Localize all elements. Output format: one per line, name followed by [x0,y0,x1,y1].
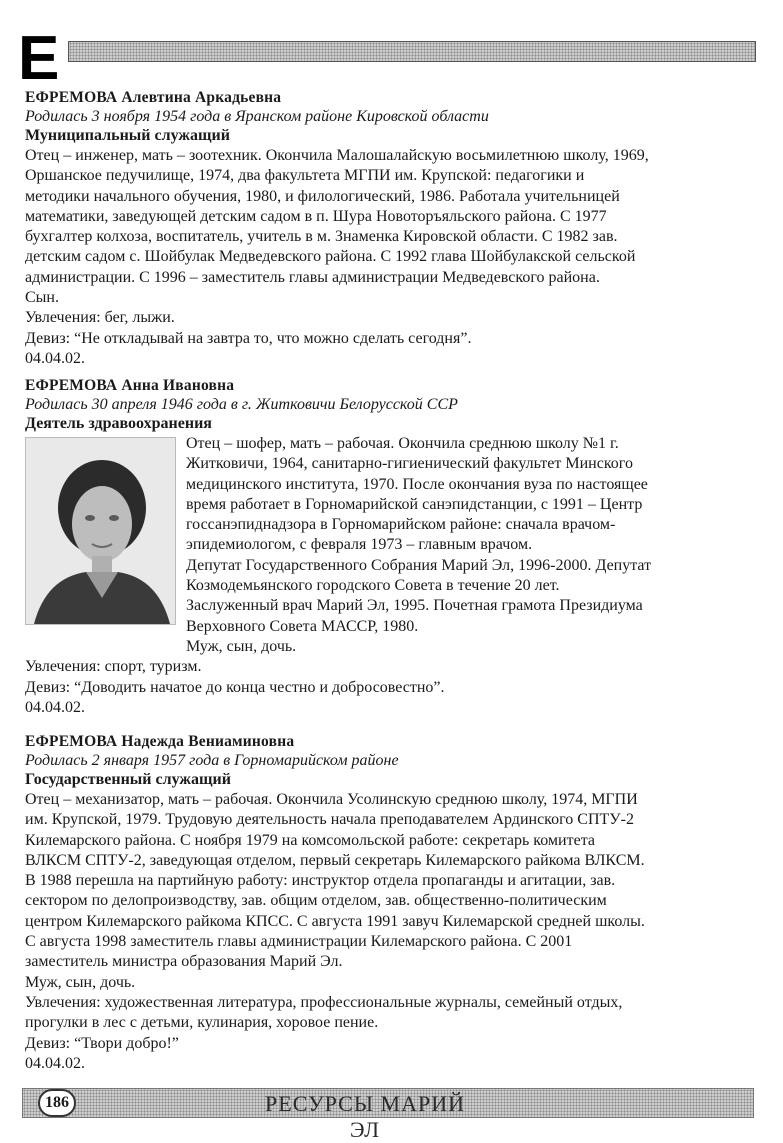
entry-profession: Муниципальный служащий [25,127,230,144]
bio-line: детским садом с. Шойбулак Медведевского района. С 1992 глава Шойбулакской сельской [25,248,636,266]
bio-line: ВЛКСМ СПТУ-2, заведующая отделом, первый секретарь Килемарского райкома ВЛКСМ. [25,851,645,869]
footer-title: РЕСУРСЫ МАРИЙ ЭЛ [265,1091,465,1142]
bio-line: Девиз: “Не откладывай на завтра то, что можно сделать сегодня”. [25,329,472,347]
entry-efremova-anna [25,376,745,718]
bio-line: Депутат Государственного Собрания Марий Эл, 1996-2000. Депутат [186,556,652,574]
entry-efremova-nadezhda [25,732,745,1074]
entry-birth: Родилась 30 апреля 1946 года в г. Житковичи Белорусской ССР [25,396,458,413]
bio-line: Отец – инженер, мать – зоотехник. Окончила Малошалайскую восьмилетнюю школу, 1969, [25,147,649,164]
entry-profession: Государственный служащий [25,771,231,788]
bio-line: 04.04.02. [25,698,85,716]
bio-line: Девиз: “Доводить начатое до конца честно и добросовестно”. [25,678,445,696]
bio-line: Верховного Совета МАССР, 1980. [186,617,419,635]
entry-efremova-alevtina [25,88,745,369]
bio-line: сектором по делопроизводству, зав. общим отделом, зав. общественно-политическим [25,892,607,910]
entry-biography [25,146,745,369]
entry-biography [25,790,745,1074]
bio-line: госсанэпиднадзора в Горномарийском районе: сначала врачом- [186,516,616,534]
entry-birth: Родилась 2 января 1957 года в Горномарийском районе [25,752,399,769]
bio-line: Увлечения: художественная литература, профессиональные журналы, семейный отдых, [25,993,623,1011]
bio-line: бухгалтер колхоза, воспитатель, учитель в м. Знаменка Кировской области. С 1982 зав. [25,228,618,246]
bio-line: администрации. С 1996 – заместитель главы администрации Медведевского района. [25,268,600,286]
bio-line: эпидемиологом, с февраля 1973 – главным врачом. [186,536,533,554]
entry-biography [186,434,651,657]
section-letter: Е [18,24,60,93]
bio-line: Муж, сын, дочь. [25,973,136,991]
bio-line: 04.04.02. [25,1054,85,1072]
entry-birth: Родилась 3 ноября 1954 года в Яранском районе Кировской области [25,108,489,125]
bio-line: Оршанское педучилище, 1974, два факультета МГПИ им. Крупской: педагогики и [25,167,585,185]
bio-line: им. Крупской, 1979. Трудовую деятельность начала преподавателем Ардинского СПТУ-2 [25,811,634,829]
bio-line: методики начального обучения, 1980, и филологический, 1986. Работала учительницей [25,187,620,205]
bio-line: заместитель министра образования Марий Эл. [25,953,343,971]
portrait-image [26,438,175,624]
bio-line: математики, заведующей детским садом в п. Шура Новоторъяльского района. С 1977 [25,207,607,225]
bio-line: медицинского института, 1970. После окончания вуза по настоящее [186,475,648,493]
bio-line: прогулки в лес с детьми, кулинария, хоровое пение. [25,1014,379,1032]
bio-line: Заслуженный врач Марий Эл, 1995. Почетная грамота Президиума [186,597,643,615]
bio-line: Отец – механизатор, мать – рабочая. Окончила Усолинскую среднюю школу, 1974, МГПИ [25,791,638,808]
header-band [68,41,756,62]
bio-line: В 1988 перешла на партийную работу: инструктор отдела пропаганды и агитации, зав. [25,872,616,890]
bio-line: Увлечения: спорт, туризм. [25,658,202,676]
entry-name: ЕФРЕМОВА Надежда Вениаминовна [25,733,295,750]
portrait-photo [25,437,176,625]
page-number: 186 [38,1089,76,1117]
bio-line: 04.04.02. [25,349,85,367]
bio-line: Отец – шофер, мать – рабочая. Окончила среднюю школу №1 г. [186,435,619,452]
entry-photo-row [25,434,745,657]
bio-line: Сын. [25,289,59,307]
bio-line: С августа 1998 заместитель главы администрации Килемарского района. С 2001 [25,933,573,951]
bio-line: Девиз: “Твори добро!” [25,1034,179,1052]
entry-name: ЕФРЕМОВА Алевтина Аркадьевна [25,89,282,106]
entry-name: ЕФРЕМОВА Анна Ивановна [25,377,235,394]
bio-line: Килемарского района. С ноября 1979 на комсомольской работе: секретарь комитета [25,831,595,849]
bio-line: время работает в Горномарийской санэпидстанции, с 1991 – Центр [186,495,643,513]
entry-extra [25,657,745,718]
bio-line: Житковичи, 1964, санитарно-гигиенический факультет Минского [186,455,633,473]
entry-profession: Деятель здравоохранения [25,415,212,432]
bio-line: Козмодемьянского городского Совета в течение 20 лет. [186,577,560,595]
bio-line: Увлечения: бег, лыжи. [25,309,175,327]
bio-line: центром Килемарского райкома КПСС. С августа 1991 завуч Килемарской средней школы. [25,912,645,930]
bio-line: Муж, сын, дочь. [186,637,297,655]
